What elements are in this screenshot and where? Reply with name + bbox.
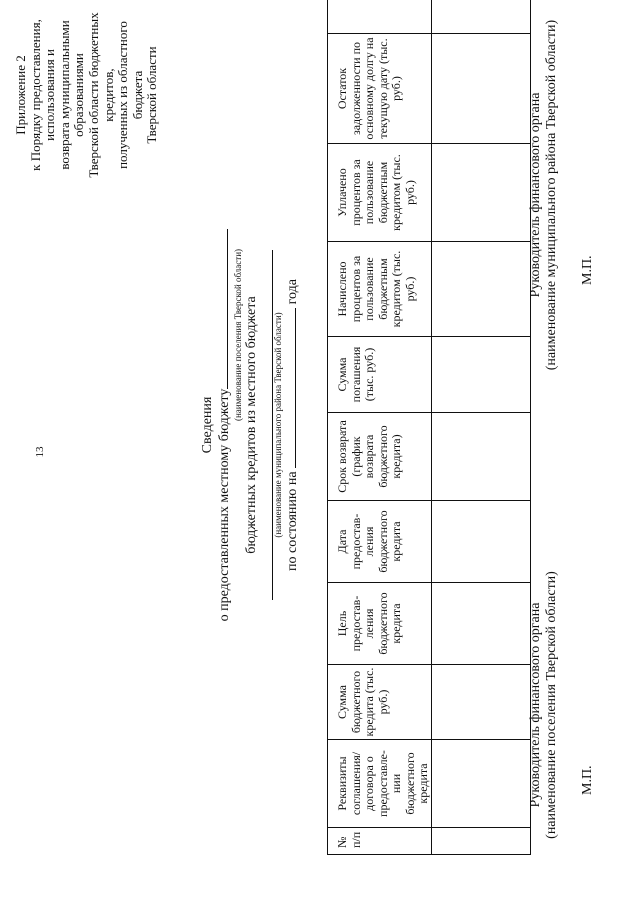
signature-title: Руководитель финансового органа: [528, 92, 543, 298]
header-repayment-sum: Сумма погашения (тыс. руб.): [328, 337, 432, 413]
stamp-place-right: М.П.: [580, 255, 595, 285]
table-cell[interactable]: [431, 144, 530, 242]
date-prefix: по состоянию на: [285, 471, 300, 571]
table-cell[interactable]: [431, 413, 530, 501]
table-cell[interactable]: [431, 34, 530, 144]
budget-credits-table: [327, 0, 531, 855]
table-row: [431, 0, 530, 855]
table-cell[interactable]: [431, 583, 530, 665]
header-number: № п/п: [328, 828, 432, 855]
appendix-line: к Порядку предоставления, использования и: [27, 19, 58, 171]
settlement-name-blank[interactable]: [216, 229, 228, 389]
header-accrued-interest: Начислено процентов за пользование бюджетным кредитом (тыс. руб.): [328, 242, 432, 337]
settlement-name-hint: (наименование поселения Тверской области): [233, 248, 243, 422]
header-agreement: Реквизиты соглашения/ договора о предоставле-нии бюджетного кредита: [328, 740, 432, 828]
table-cell[interactable]: [431, 0, 530, 34]
table-cell[interactable]: [431, 501, 530, 583]
date-blank[interactable]: [284, 308, 296, 468]
appendix-line: полученных из областного бюджета: [115, 21, 145, 169]
header-purpose: Цель предостав-ления бюджетного кредита: [328, 583, 432, 665]
report-title-block: [200, 195, 301, 655]
appendix-line: Приложение 2: [13, 55, 28, 135]
signature-hint: (наименование муниципального района Тверской области): [544, 19, 559, 371]
appendix-heading: [14, 5, 160, 185]
signature-district: [528, 15, 560, 375]
signature-title: Руководитель финансового органа: [528, 602, 543, 808]
table-cell[interactable]: [431, 665, 530, 740]
date-suffix: года: [285, 279, 300, 305]
signature-hint: (наименование поселения Тверской области): [544, 571, 559, 839]
table-cell[interactable]: [431, 828, 530, 855]
stamp-place-left: М.П.: [580, 765, 595, 795]
appendix-line: Тверской области бюджетных кредитов,: [85, 12, 116, 178]
table-cell[interactable]: [431, 242, 530, 337]
report-date-line: [284, 195, 301, 655]
report-title: Сведения: [200, 396, 215, 454]
district-name-hint: (наименование муниципального района Тверской области): [273, 312, 283, 538]
appendix-line: возврата муниципальными образованиями: [56, 20, 87, 170]
header-credit-sum: Сумма бюджетного кредита (тыс. руб.): [328, 665, 432, 740]
report-line1-text: о предоставленных местному бюджету: [217, 388, 232, 622]
appendix-line: Тверской области: [144, 46, 160, 144]
signature-settlement: [528, 525, 560, 885]
page-number: 13: [34, 446, 46, 458]
report-subtitle-line: [216, 195, 233, 655]
header-issue-date: Дата предостав-ления бюджетного кредита: [328, 501, 432, 583]
header-paid-interest: Уплачено процентов за пользование бюджетным кредитом (тыс. руб.): [328, 144, 432, 242]
report-line2: бюджетных кредитов из местного бюджета: [244, 296, 259, 554]
table-cell[interactable]: [431, 740, 530, 828]
header-repayment-term: Срок возврата (график возврата бюджетного кредита): [328, 413, 432, 501]
table-cell[interactable]: [431, 337, 530, 413]
header-remaining-debt: Остаток задолженности по основному долгу на текущую дату (тыс. руб.): [328, 34, 432, 144]
header-empty: [328, 0, 432, 34]
table-header-row: [328, 0, 432, 855]
